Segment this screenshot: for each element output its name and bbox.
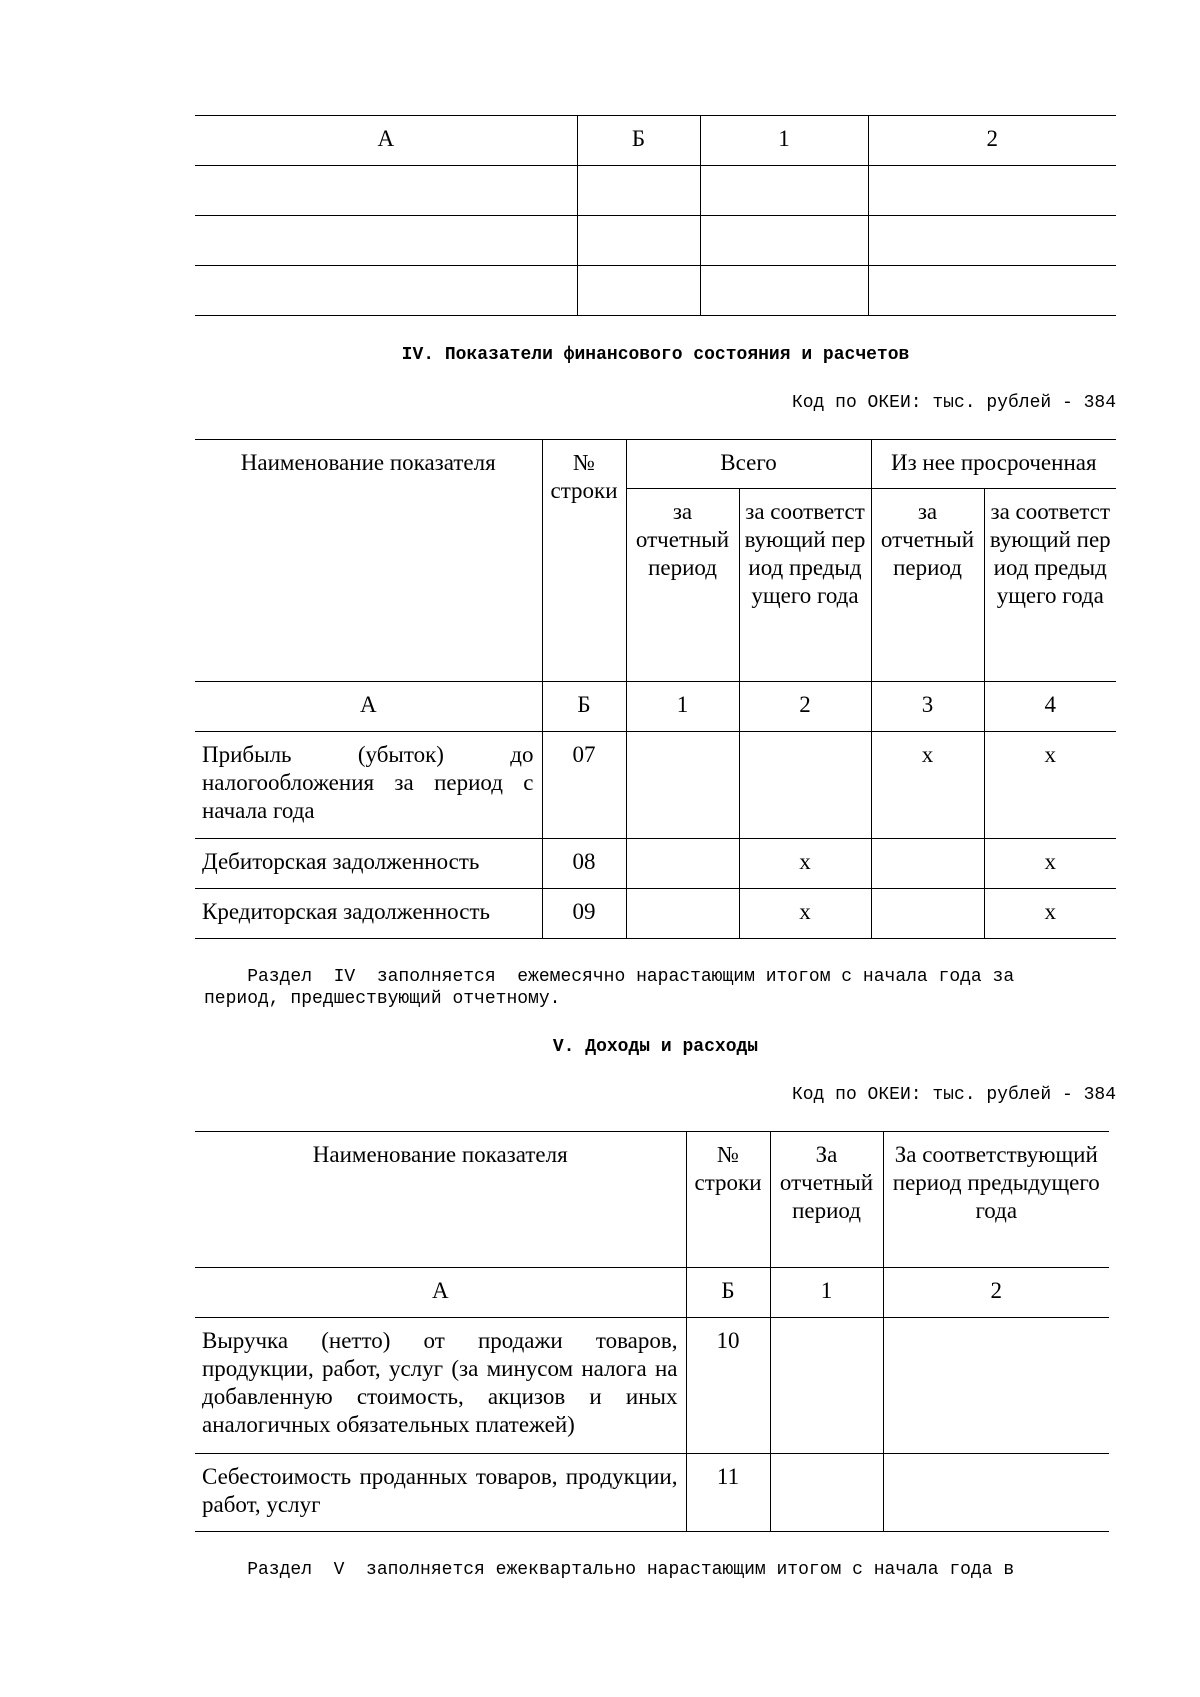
table-cell[interactable] [577, 216, 700, 266]
section5-codes-row [195, 1268, 1109, 1318]
cell-total-prev: х [739, 839, 871, 889]
cell-overdue-reporting[interactable] [871, 839, 984, 889]
table-row [195, 1454, 1109, 1532]
cell-total-reporting[interactable] [626, 732, 739, 839]
row-number: 09 [542, 889, 626, 939]
row-number: 08 [542, 839, 626, 889]
section4-code-2: 2 [739, 682, 871, 732]
cell-total-prev: х [739, 889, 871, 939]
section4-code-4: 4 [984, 682, 1116, 732]
table-cell[interactable] [700, 266, 868, 316]
top-col-a: А [195, 116, 577, 166]
section4-note-line1: Раздел IV заполняется ежемесячно нарастающим итогом с начала года за [204, 967, 1015, 987]
cell-overdue-prev: х [984, 889, 1116, 939]
section4-code-b: Б [542, 682, 626, 732]
cell-reporting[interactable] [770, 1454, 883, 1532]
row-name: Прибыль (убыток) до налогообложения за период с начала года [195, 732, 542, 839]
row-name: Дебиторская задолженность [195, 839, 542, 889]
table-cell[interactable] [195, 216, 577, 266]
section5-code-2: 2 [883, 1268, 1109, 1318]
cell-overdue-reporting: х [871, 732, 984, 839]
section5-head-no: № строки [686, 1132, 770, 1268]
section4-sub-total-reporting: за отчетный период [626, 489, 739, 682]
section4-codes-row [195, 682, 1116, 732]
section4-note-line2: период, предшествующий отчетному. [204, 989, 561, 1009]
section5-title: V. Доходы и расходы [552, 1037, 759, 1057]
table-cell[interactable] [868, 266, 1116, 316]
top-table-header-row [195, 116, 1116, 166]
row-name: Себестоимость проданных товаров, продукции, работ, услуг [195, 1454, 686, 1532]
section4-title: IV. Показатели финансового состояния и расчетов [401, 345, 910, 365]
cell-prev[interactable] [883, 1318, 1109, 1454]
table-cell[interactable] [195, 166, 577, 216]
section5-okei: Код по ОКЕИ: тыс. рублей - 384 [791, 1085, 1116, 1105]
section4-code-3: 3 [871, 682, 984, 732]
section4-sub-total-prev: за соответствующий период предыдущего года [739, 489, 871, 682]
row-name: Выручка (нетто) от продажи товаров, продукции, работ, услуг (за минусом налога на добавленную стоимость, акцизов и иных аналогичных обязательных платежей) [195, 1318, 686, 1454]
section4-sub-overdue-prev: за соответствующий период предыдущего года [984, 489, 1116, 682]
cell-total-reporting[interactable] [626, 889, 739, 939]
table-cell[interactable] [700, 166, 868, 216]
top-col-b: Б [577, 116, 700, 166]
table-row [195, 166, 1116, 216]
row-number: 11 [686, 1454, 770, 1532]
section5-code-b: Б [686, 1268, 770, 1318]
section5-head-prev: За соответствующий период предыдущего года [883, 1132, 1109, 1268]
table-row [195, 889, 1116, 939]
section5-head-name: Наименование показателя [195, 1132, 686, 1268]
section5-note-line1: Раздел V заполняется ежеквартально нарастающим итогом с начала года в [204, 1560, 1015, 1580]
section5-code-a: А [195, 1268, 686, 1318]
table-row [195, 216, 1116, 266]
table-cell[interactable] [195, 266, 577, 316]
cell-overdue-prev: х [984, 732, 1116, 839]
section4-table [195, 439, 1116, 939]
table-cell[interactable] [577, 266, 700, 316]
top-col-1: 1 [700, 116, 868, 166]
section4-header-row [195, 440, 1116, 489]
section5-head-reporting: За отчетный период [770, 1132, 883, 1268]
section4-code-a: А [195, 682, 542, 732]
table-cell[interactable] [868, 216, 1116, 266]
cell-prev[interactable] [883, 1454, 1109, 1532]
section4-sub-overdue-reporting: за отчетный период [871, 489, 984, 682]
row-number: 07 [542, 732, 626, 839]
table-cell[interactable] [577, 166, 700, 216]
section5-table [195, 1131, 1109, 1532]
cell-overdue-prev: х [984, 839, 1116, 889]
section5-header-row [195, 1132, 1109, 1268]
cell-overdue-reporting[interactable] [871, 889, 984, 939]
section4-head-no: № строки [542, 440, 626, 682]
top-table [195, 115, 1116, 316]
row-name: Кредиторская задолженность [195, 889, 542, 939]
section4-head-overdue: Из нее просроченная [871, 440, 1116, 489]
section4-code-1: 1 [626, 682, 739, 732]
section5-code-1: 1 [770, 1268, 883, 1318]
table-row [195, 1318, 1109, 1454]
top-col-2: 2 [868, 116, 1116, 166]
table-row [195, 732, 1116, 839]
table-row [195, 266, 1116, 316]
section4-head-total: Всего [626, 440, 871, 489]
row-number: 10 [686, 1318, 770, 1454]
section4-head-name: Наименование показателя [195, 440, 542, 682]
cell-total-prev[interactable] [739, 732, 871, 839]
section4-okei: Код по ОКЕИ: тыс. рублей - 384 [791, 393, 1116, 413]
table-cell[interactable] [868, 166, 1116, 216]
cell-reporting[interactable] [770, 1318, 883, 1454]
table-cell[interactable] [700, 216, 868, 266]
cell-total-reporting[interactable] [626, 839, 739, 889]
table-row [195, 839, 1116, 889]
